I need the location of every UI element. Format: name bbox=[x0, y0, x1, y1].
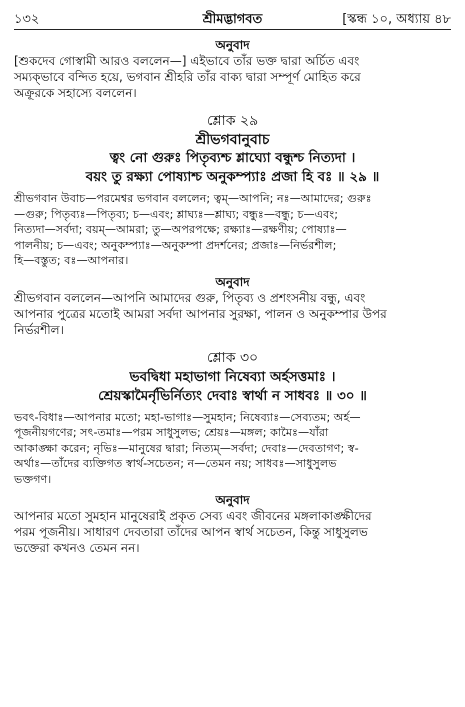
gloss-line: নিত্যদা—সর্বদা; বয়ম্‌—আমরা; তু—অপরপক্ষে; রক্ষ্যাঃ—রক্ষণীয়; পোষ্যাঃ— bbox=[14, 223, 347, 236]
text-line: আপনার পুত্রের মতোই আমরা সর্বদা আপনার সুরক্ষা, পালন ও অনুকম্পার উপর bbox=[14, 306, 387, 321]
sanskrit-verse bbox=[14, 368, 451, 406]
header-rule bbox=[14, 29, 451, 30]
gloss-line: —গুরু; পিতৃব্যঃ—পিতৃব্য; চ—এবং; শ্লাঘ্যঃ—শ্লাঘ্য; বন্ধুঃ—বন্ধু; চ—এবং; bbox=[14, 207, 338, 221]
text-line: শ্রীভগবান বললেন—আপনি আমাদের গুরু, পিতৃব্য ও প্রশংসনীয় বন্ধু, এবং bbox=[14, 290, 366, 305]
word-gloss bbox=[14, 410, 451, 488]
page-content bbox=[14, 32, 451, 556]
text-line: ভক্তেরা কখনও তেমন নন। bbox=[14, 541, 140, 555]
page-number: ১৩২ bbox=[14, 12, 40, 27]
sanskrit-verse bbox=[14, 149, 451, 187]
book-title: শ্রীমদ্ভাগবত bbox=[202, 12, 263, 27]
text-line: [শুকদেব গোস্বামী আরও বললেন—] এইভাবে তাঁর ভক্ত দ্বারা অর্চিত এবং bbox=[14, 54, 360, 68]
text-line: নির্ভরশীল। bbox=[14, 322, 64, 337]
verse-line: ত্বং নো গুরুঃ পিতৃব্যশ্চ শ্লাঘ্যো বন্ধুশ্চ নিত্যদা । bbox=[109, 150, 356, 166]
verse-line: শ্রেয়স্কামৈর্নৃভির্নিত্যং দেবাঃ স্বার্থা ন সাধবঃ ॥ ৩০ ॥ bbox=[98, 387, 367, 404]
word-gloss bbox=[14, 191, 451, 269]
verse-line: বয়ং তু রক্ষ্যা পোষ্যাশ্চ অনুকম্প্যাঃ প্রজা হি বঃ ॥ ২৯ ॥ bbox=[85, 169, 380, 185]
verse-label: শ্লোক ৩০ bbox=[206, 349, 259, 366]
translation-heading: অনুবাদ bbox=[215, 274, 250, 289]
verse-speaker: শ্রীভগবানুবাচ bbox=[195, 132, 270, 148]
translation-paragraph bbox=[14, 53, 451, 101]
chapter-reference: [স্কন্ধ ১০, অধ্যায় ৪৮ bbox=[342, 12, 451, 27]
verse-label: শ্লোক ২৯ bbox=[206, 113, 259, 129]
gloss-line: ভক্তগণ। bbox=[14, 472, 52, 486]
gloss-line: অর্থাঃ—তাঁদের ব্যক্তিগত স্বার্থ-সচেতন; ন—তেমন নয়; সাধবঃ—সাধুসুলভ bbox=[14, 457, 337, 470]
gloss-line: আকাঙ্ক্ষা করেন; নৃভিঃ—মানুষের দ্বারা; নিত্যম্‌—সর্বদা; দেবাঃ—দেবতাগণ; স্ব- bbox=[14, 441, 359, 455]
text-line: পরম পূজনীয়। সাধারণ দেবতারা তাঁদের আপন স্বার্থ সচেতন, কিন্তু সাধুসুলভ bbox=[14, 525, 368, 539]
text-line: সম্যক্‌ভাবে বন্দিত হয়ে, ভগবান শ্রীহরি তাঁর বাক্য দ্বারা সম্পূর্ণ মোহিত করে bbox=[14, 70, 361, 84]
verse-line: ভবদ্বিধা মহাভাগা নিষেব্যা অর্হসত্তমাঃ । bbox=[129, 368, 336, 385]
gloss-line: পালনীয়; চ—এবং; অনুকম্প্যাঃ—অনুকম্পা প্রদর্শনের; প্রজাঃ—নির্ভরশীল; bbox=[14, 238, 337, 252]
text-line: আপনার মতো সুমহান মানুষেরাই প্রকৃত সেব্য এবং জীবনের মঙ্গলাকাঙ্ক্ষীদের bbox=[14, 509, 372, 523]
text-line: অক্রূরকে সহাস্যে বললেন। bbox=[14, 86, 137, 100]
translation-heading: অনুবাদ bbox=[215, 493, 250, 507]
gloss-line: শ্রীভগবান উবাচ—পরমেশ্বর ভগবান বললেন; ত্বম্‌—আপনি; নঃ—আমাদের; গুরুঃ bbox=[14, 192, 372, 205]
gloss-line: পূজনীয়গণের; সৎ-তমাঃ—পরম সাধুসুলভ; শ্রেয়ঃ—মঙ্গল; কামৈঃ—যাঁরা bbox=[14, 426, 329, 439]
translation-heading: অনুবাদ bbox=[215, 38, 250, 52]
translation-paragraph bbox=[14, 508, 451, 556]
translation-paragraph bbox=[14, 290, 451, 338]
gloss-line: ভবৎ-বিধাঃ—আপনার মতো; মহা-ভাগাঃ—সুমহান; নিষেব্যাঃ—সেব্যতম; অর্হ— bbox=[14, 410, 361, 424]
running-header bbox=[14, 10, 451, 28]
gloss-line: হি—বস্তুত; বঃ—আপনার। bbox=[14, 254, 129, 267]
